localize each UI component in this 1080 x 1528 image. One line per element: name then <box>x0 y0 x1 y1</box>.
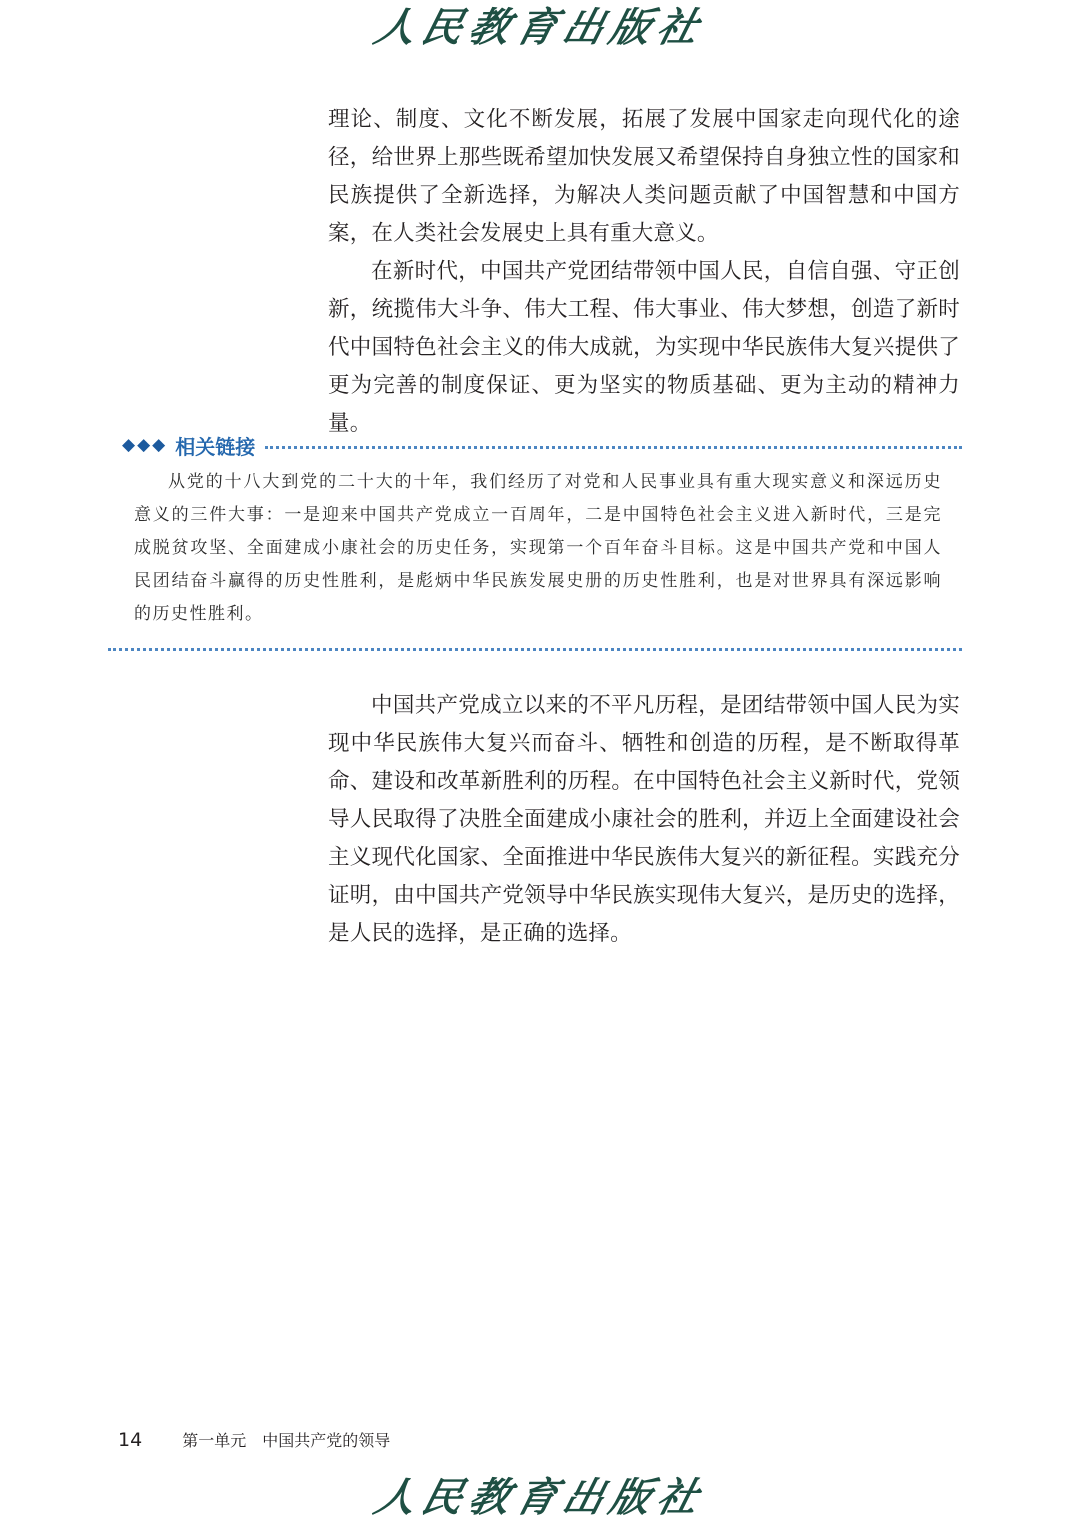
paragraph-new-era: 在新时代，中国共产党团结带领中国人民，自信自强、守正创新，统揽伟大斗争、伟大工程、伟大事业、伟大梦想，创造了新时代中国特色社会主义的伟大成就，为实现中华民族伟大复兴提供了更为完善的制度保证、更为坚实的物质基础、更为主动的精神力量。 <box>328 259 960 436</box>
publisher-logo-bottom: 人民教育出版社 <box>369 1474 711 1521</box>
related-link-text: 从党的十八大到党的二十大的十年，我们经历了对党和人民事业具有重大现实意义和深远历史意义的三件大事：一是迎来中国共产党成立一百周年，二是中国特色社会主义进入新时代，三是完成脱贫攻坚、全面建成小康社会的历史任务，实现第一个百年奋斗目标。这是中国共产党和中国人民团结奋斗赢得的历史性胜利，是彪炳中华民族发展史册的历史性胜利，也是对世界具有深远影响的历史性胜利。 <box>134 472 942 624</box>
unit-title: 中国共产党的领导 <box>262 1431 391 1450</box>
main-text-block-2 <box>328 687 960 953</box>
page-number: 14 <box>118 1429 143 1451</box>
unit-label: 第一单元 <box>182 1431 247 1450</box>
dotted-divider-bottom <box>108 648 962 651</box>
related-link-header <box>122 430 962 460</box>
related-link-title: 相关链接 <box>175 434 256 459</box>
main-text-block-1 <box>328 101 960 443</box>
publisher-logo-top: 人民教育出版社 <box>369 4 711 51</box>
dotted-divider <box>265 446 962 449</box>
diamond-marker-icon: ◆◆◆ <box>122 435 168 455</box>
related-link-box <box>134 466 942 631</box>
paragraph-continued: 理论、制度、文化不断发展，拓展了发展中国家走向现代化的途径，给世界上那些既希望加快发展又希望保持自身独立性的国家和民族提供了全新选择，为解决人类问题贡献了中国智慧和中国方案，在人类社会发展史上具有重大意义。 <box>328 107 960 246</box>
page-footer <box>118 1428 390 1451</box>
paragraph-history: 中国共产党成立以来的不平凡历程，是团结带领中国人民为实现中华民族伟大复兴而奋斗、牺牲和创造的历程，是不断取得革命、建设和改革新胜利的历程。在中国特色社会主义新时代，党领导人民取得了决胜全面建成小康社会的胜利，并迈上全面建设社会主义现代化国家、全面推进中华民族伟大复兴的新征程。实践充分证明，由中国共产党领导中华民族实现伟大复兴，是历史的选择，是人民的选择，是正确的选择。 <box>328 693 960 946</box>
